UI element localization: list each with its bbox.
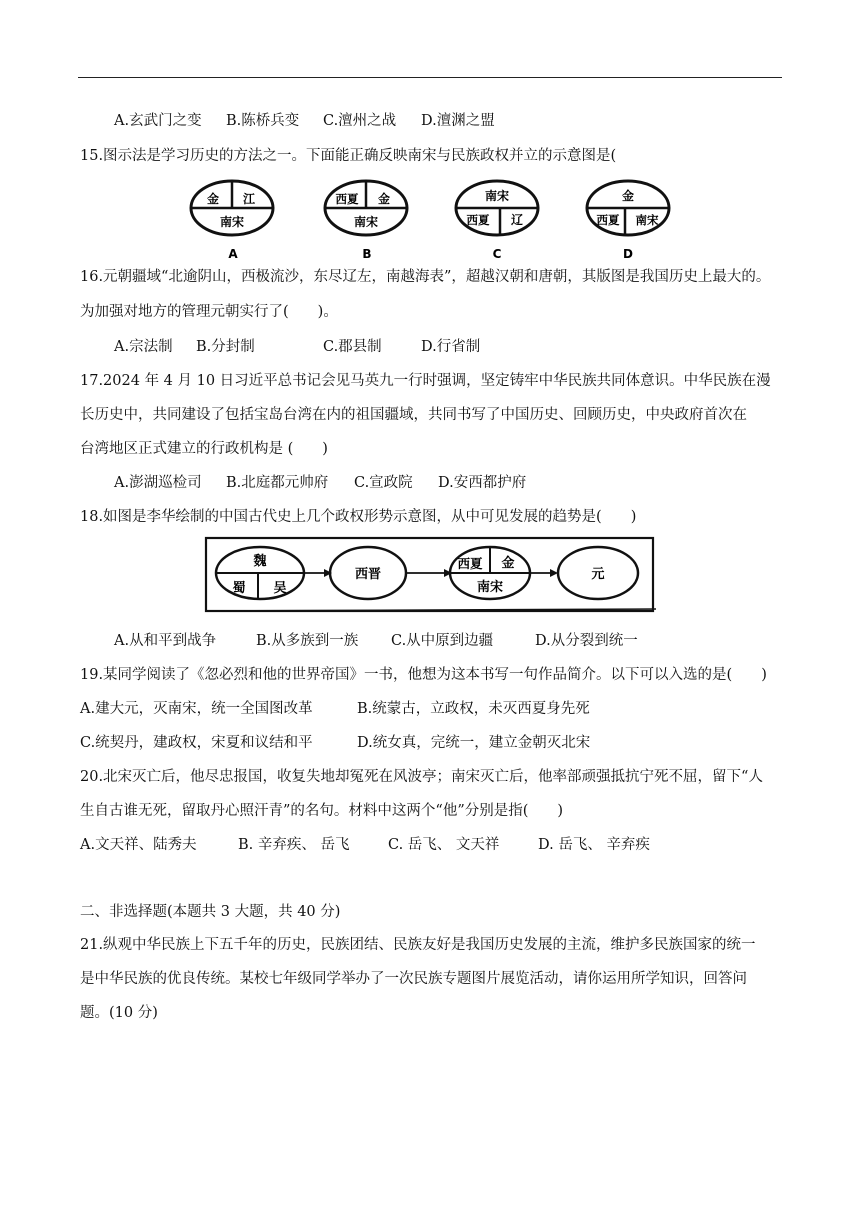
q15-d-part3: 南宋: [635, 213, 659, 227]
q16-option-b[interactable]: B.分封制: [196, 339, 255, 355]
q17-line3: 台湾地区正式建立的行政机构是 ( ): [80, 441, 328, 457]
q16-option-d[interactable]: D.行省制: [421, 339, 481, 355]
q17-line2: 长历史中，共同建设了包括宝岛台湾在内的祖国疆域，共同书写了中国历史、回顾历史，中央政府首次在: [80, 407, 747, 423]
q20-option-b[interactable]: B. 辛弃疾、 岳飞: [238, 837, 350, 853]
q14-options: [114, 112, 495, 130]
q15-diagrams: [185, 176, 685, 262]
q15-c-part1: 南宋: [484, 189, 510, 203]
q18-c2-label: 西晋: [354, 567, 382, 582]
q16-option-c[interactable]: C.郡县制: [323, 339, 382, 355]
q19-options-row1: [80, 700, 590, 718]
q16-options: [114, 338, 480, 356]
q18-options: [114, 632, 638, 650]
q18-diagram: [200, 535, 660, 617]
q15-b-part3: 南宋: [353, 215, 379, 229]
q15-b-part1: 西夏: [335, 192, 359, 206]
q17-options: [114, 474, 526, 492]
q16-line2: 为加强对地方的管理元朝实行了( )。: [80, 304, 338, 320]
q18-option-d[interactable]: D.从分裂到统一: [535, 633, 638, 649]
q15-d-label: D: [623, 247, 633, 261]
q15-c-label: C: [492, 247, 502, 261]
q15-a-label: A: [228, 247, 238, 261]
q20-option-a[interactable]: A.文天祥、陆秀夫: [80, 837, 197, 853]
q18-c1-shu: 蜀: [232, 581, 246, 596]
q20-option-c[interactable]: C. 岳飞、 文天祥: [388, 837, 500, 853]
q15-c-part3: 辽: [510, 213, 524, 227]
q17-option-b[interactable]: B.北庭都元帅府: [226, 475, 329, 491]
q15-diagram-d[interactable]: [587, 181, 669, 261]
q17-option-c[interactable]: C.宣政院: [354, 475, 413, 491]
q18-option-a[interactable]: A.从和平到战争: [114, 633, 217, 649]
q21-line3: 题。(10 分): [80, 1005, 158, 1021]
q20-line2: 生自古谁无死，留取丹心照汗青”的名句。材料中这两个“他”分别是指( ): [80, 803, 564, 819]
q18-c1-wei: 魏: [253, 554, 267, 569]
q15-a-part3: 南宋: [219, 215, 245, 229]
q20-option-d[interactable]: D. 岳飞、 辛弃疾: [538, 837, 650, 853]
section2-heading: 二、非选择题(本题共 3 大题，共 40 分): [80, 904, 341, 920]
q15-d-part1: 金: [621, 189, 635, 203]
q15-diagram-a[interactable]: [191, 181, 273, 261]
header-rule: [78, 77, 782, 78]
q15-diagram-c[interactable]: [456, 181, 538, 261]
q21-line1: 21.纵观中华民族上下五千年的历史，民族团结、民族友好是我国历史发展的主流，维护多民族国家的统一: [80, 937, 756, 953]
q18-c1-wu: 吴: [273, 581, 287, 596]
q17-option-d[interactable]: D.安西都护府: [438, 475, 527, 491]
q14-option-d[interactable]: D.澶渊之盟: [421, 113, 495, 129]
q15-b-label: B: [362, 247, 372, 261]
q19-option-a[interactable]: A.建大元，灭南宋，统一全国图改革: [80, 701, 313, 717]
q16-option-a[interactable]: A.宗法制: [114, 339, 173, 355]
q15-a-part1: 金: [206, 192, 220, 206]
q17-option-a[interactable]: A.澎湖巡检司: [114, 475, 202, 491]
q15-a-part2: 江: [242, 192, 256, 206]
q20-options: [80, 836, 650, 854]
q14-option-c[interactable]: C.澶州之战: [323, 113, 397, 129]
q18-c3-nansong: 南宋: [476, 580, 504, 595]
q19-option-d[interactable]: D.统女真，完统一，建立金朝灭北宋: [357, 735, 591, 751]
q16-line1: 16.元朝疆域“北逾阴山，西极流沙，东尽辽左，南越海表”，超越汉朝和唐朝，其版图是我国历史上最大的。: [80, 269, 771, 285]
q19-stem: 19.某同学阅读了《忽必烈和他的世界帝国》一书，他想为这本书写一句作品简介。以下可以入选的是( ): [80, 667, 767, 683]
q18-c3-jin: 金: [501, 556, 515, 571]
q19-option-b[interactable]: B.统蒙古，立政权，未灭西夏身先死: [357, 701, 590, 717]
q19-options-row2: [80, 734, 590, 752]
q15-diagram-b[interactable]: [325, 181, 407, 261]
q18-c4-label: 元: [591, 567, 605, 582]
q14-option-b[interactable]: B.陈桥兵变: [226, 113, 300, 129]
q15-b-part2: 金: [377, 192, 391, 206]
q20-line1: 20.北宋灭亡后，他尽忠报国，收复失地却冤死在风波亭；南宋灭亡后，他率部顽强抵抗宁死不屈，留下“人: [80, 769, 763, 785]
q15-d-part2: 西夏: [596, 213, 620, 227]
q21-line2: 是中华民族的优良传统。某校七年级同学举办了一次民族专题图片展览活动，请你运用所学知识，回答问: [80, 971, 747, 987]
q17-line1: 17.2024 年 4 月 10 日习近平总书记会见马英九一行时强调，坚定铸牢中华民族共同体意识。中华民族在漫: [80, 373, 771, 389]
q19-option-c[interactable]: C.统契丹，建政权，宋夏和议结和平: [80, 735, 313, 751]
q15-c-part2: 西夏: [466, 213, 490, 227]
q18-option-b[interactable]: B.从多族到一族: [256, 633, 359, 649]
q18-c3-xixia: 西夏: [457, 556, 483, 571]
q18-option-c[interactable]: C.从中原到边疆: [391, 633, 494, 649]
q15-stem: 15.图示法是学习历史的方法之一。下面能正确反映南宋与民族政权并立的示意图是(: [80, 148, 617, 164]
q14-option-a[interactable]: A.玄武门之变: [114, 113, 202, 129]
q18-stem: 18.如图是李华绘制的中国古代史上几个政权形势示意图，从中可见发展的趋势是( ): [80, 509, 637, 525]
